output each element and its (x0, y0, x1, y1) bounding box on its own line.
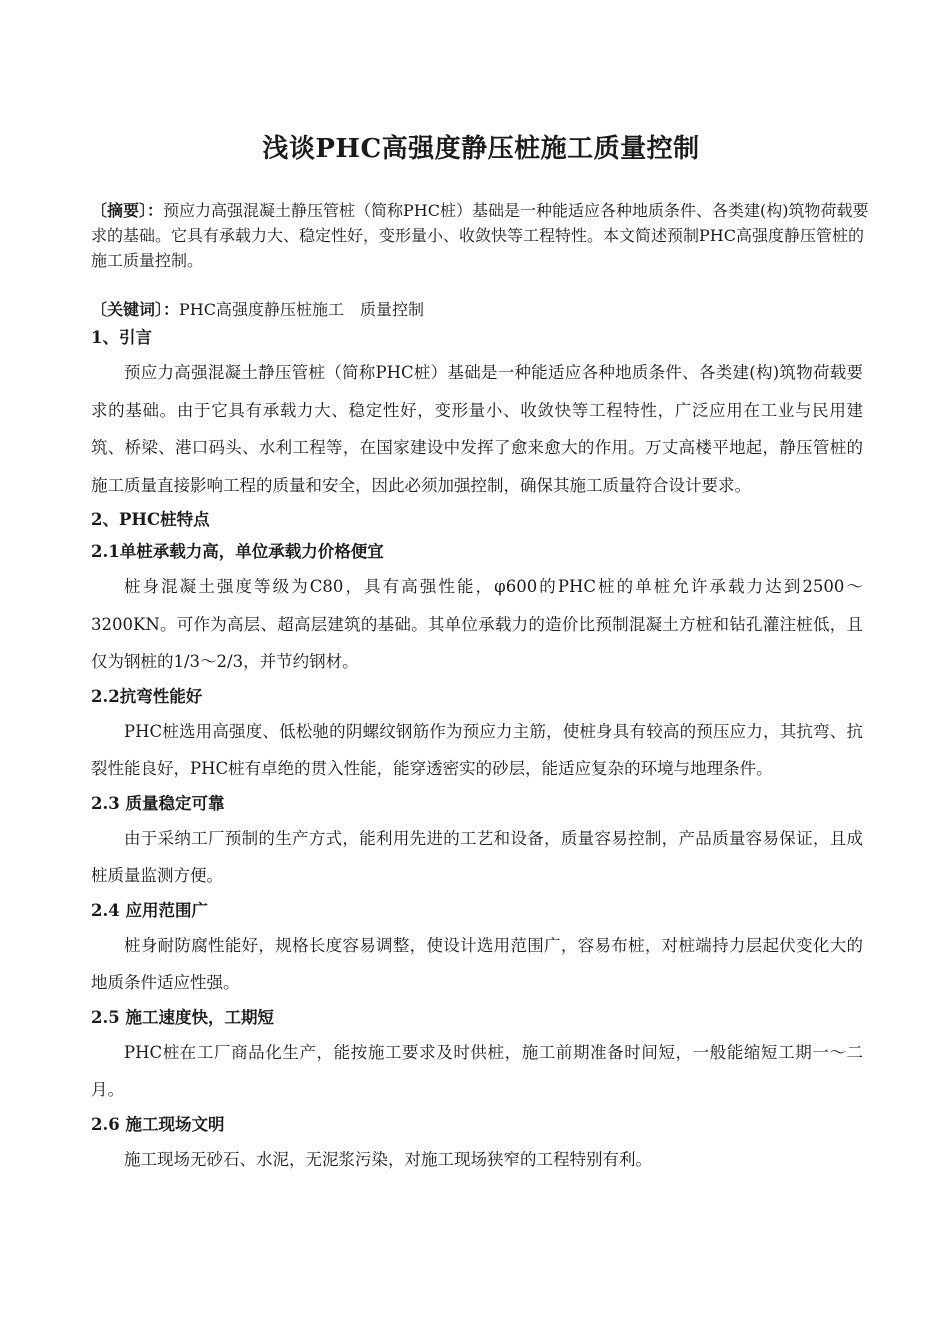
paragraph-2-3: 由于采纳工厂预制的生产方式，能利用先进的工艺和设备，质量容易控制，产品质量容易保证，且成桩质量监测方便。 (91, 828, 863, 885)
abstract-text: 预应力高强混凝土静压管桩（简称PHC桩）基础是一种能适应各种地质条件、各类建(构)筑物荷载要求的基础。它具有承载力大、稳定性好，变形量小、收敛快等工程特性。本文简述预制PHC高强度静压管桩的施工质量控制。 (91, 201, 869, 270)
keywords-block (91, 297, 871, 322)
subsection-heading-2-1: 2.1单桩承载力高，单位承载力价格便宜 (91, 542, 384, 561)
paragraph-2-1: 桩身混凝土强度等级为C80，具有高强性能，φ600的PHC桩的单桩允许承载力达到2500～3200KN。可作为高层、超高层建筑的基础。其单位承载力的造价比预制混凝土方桩和钻孔灌注桩低，且仅为钢桩的1/3～2/3，并节约钢材。 (91, 577, 863, 671)
section-heading-phc: 2、PHC桩特点 (91, 510, 210, 529)
paragraph-2-2: PHC桩选用高强度、低松驰的阴螺纹钢筋作为预应力主筋，使桩身具有较高的预压应力，其抗弯、抗裂性能良好，PHC桩有卓绝的贯入性能，能穿透密实的砂层，能适应复杂的环境与地理条件。 (91, 721, 863, 778)
keywords-label: 〔关键词〕： (91, 300, 180, 319)
subsection-heading-2-4: 2.4 应用范围广 (91, 900, 208, 920)
subsection-heading-2-6: 2.6 施工现场文明 (91, 1114, 225, 1134)
document-title: 浅谈PHC高强度静压桩施工质量控制 (262, 134, 700, 164)
paragraph-intro: 预应力高强混凝土静压管桩（简称PHC桩）基础是一种能适应各种地质条件、各类建(构)筑物荷载要求的基础。由于它具有承载力大、稳定性好，变形量小、收敛快等工程特性，广泛应用在工业与民用建筑、桥梁、港口码头、水利工程等，在国家建设中发挥了愈来愈大的作用。万丈高楼平地起，静压管桩的施工质量直接影响工程的质量和安全，因此必须加强控制，确保其施工质量符合设计要求。 (91, 363, 863, 495)
subsection-heading-2-5: 2.5 施工速度快，工期短 (91, 1007, 274, 1027)
subsection-heading-2-3: 2.3 质量稳定可靠 (91, 793, 225, 813)
paragraph-2-4: 桩身耐防腐性能好，规格长度容易调整，使设计选用范围广，容易布桩，对桩端持力层起伏变化大的地质条件适应性强。 (91, 935, 863, 992)
subsection-heading-2-2: 2.2抗弯性能好 (91, 686, 203, 706)
document-body (91, 322, 863, 1178)
paragraph-2-6: 施工现场无砂石、水泥，无泥浆污染，对施工现场狭窄的工程特别有利。 (124, 1149, 652, 1169)
abstract-block (91, 198, 871, 273)
keywords-text: PHC高强度静压桩施工 质量控制 (179, 300, 424, 319)
section-heading-intro: 1、引言 (91, 328, 152, 347)
abstract-label: 〔摘要〕： (91, 201, 164, 220)
paragraph-2-5: PHC桩在工厂商品化生产，能按施工要求及时供桩，施工前期准备时间短，一般能缩短工期一～二月。 (91, 1042, 863, 1099)
